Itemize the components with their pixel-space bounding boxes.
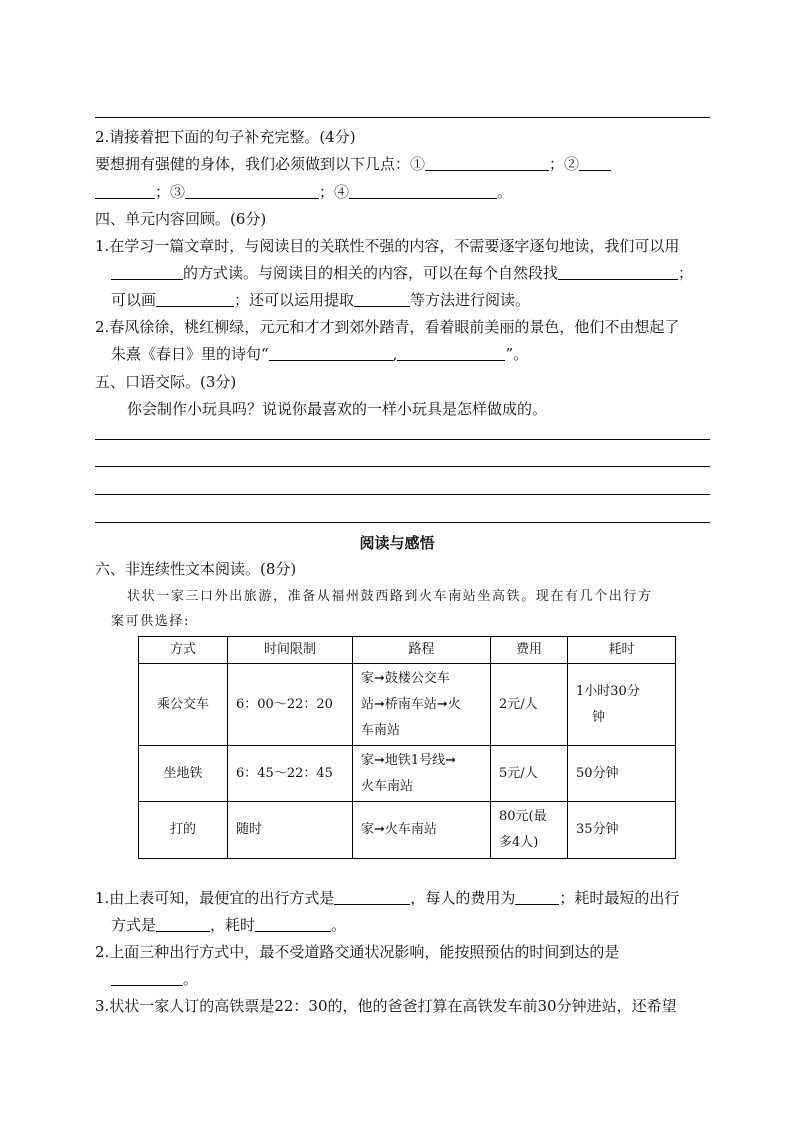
table-row <box>139 746 676 802</box>
section-4-item-1-line-1: 1.在学习一篇文章时，与阅读目的关联性不强的内容，不需要逐字逐句地读，我们可以用 <box>95 237 680 255</box>
blank-poem-1[interactable] <box>269 345 393 361</box>
section-4-item-1-line-3 <box>111 290 530 310</box>
q1-text-b: 方式是 <box>111 916 157 934</box>
cell-cost: 5元/人 <box>491 746 568 802</box>
cell-route <box>353 664 491 746</box>
answer-line[interactable] <box>95 439 710 440</box>
item-1-text-c3: 等方法进行阅读。 <box>410 291 531 309</box>
cell-duration: 35分钟 <box>568 802 676 859</box>
question-2-prompt: 要想拥有强健的身体，我们必须做到以下几点：① <box>95 155 426 173</box>
blank-read-method[interactable] <box>111 264 183 280</box>
blank-cheapest[interactable] <box>334 889 410 905</box>
q1-text-b2: ，耗时 <box>210 916 256 934</box>
cell-route: 家➞火车南站 <box>353 802 491 859</box>
blank-find[interactable] <box>558 264 678 280</box>
route-line: 车南站 <box>361 722 401 738</box>
blank-cost[interactable] <box>515 889 559 905</box>
section-4-item-2-line-2 <box>111 344 528 364</box>
question-3-line-1: 3.状状一家人订的高铁票是22：30的，他的爸爸打算在高铁发车前30分钟进站，还希望 <box>95 997 677 1015</box>
section-5-title: 五、口语交际。(3分) <box>95 373 237 391</box>
blank-2b[interactable] <box>95 183 155 199</box>
cell-mode: 乘公交车 <box>139 664 228 746</box>
cell-time: 6：00～22：20 <box>228 664 353 746</box>
reading-intro-line-2: 案可供选择: <box>111 614 190 629</box>
blank-draw[interactable] <box>156 291 234 307</box>
marker-3: ；③ <box>155 183 186 201</box>
cell-mode: 坐地铁 <box>139 746 228 802</box>
blank-reliable[interactable] <box>111 970 183 986</box>
header-cost: 费用 <box>491 637 568 664</box>
cost-line: 多4人) <box>499 835 539 850</box>
cell-time: 6：45～22：45 <box>228 746 353 802</box>
q1-text-a2: ，每人的费用为 <box>410 889 516 907</box>
table-row <box>139 802 676 859</box>
section-4-item-1-line-2 <box>111 263 693 283</box>
question-1-line-1 <box>95 888 679 908</box>
header-route: 路程 <box>353 637 491 664</box>
reading-intro-line-1: 状状一家三口外出旅游，准备从福州鼓西路到火车南站坐高铁。现在有几个出行方 <box>127 589 653 604</box>
duration-line: 钟 <box>592 709 606 725</box>
header-time: 时间限制 <box>228 637 353 664</box>
reading-heading: 阅读与感悟 <box>359 534 435 552</box>
cell-cost <box>491 802 568 859</box>
blank-4[interactable] <box>349 183 497 199</box>
section-4-item-2-line-1: 2.春风徐徐，桃红柳绿，元元和才才到郊外踏青，看着眼前美丽的景色，他们不由想起了 <box>95 318 680 336</box>
question-1-line-2 <box>111 915 346 935</box>
blank-1[interactable] <box>425 155 549 171</box>
route-line: 家➞鼓楼公交车 <box>361 670 450 686</box>
table-row <box>139 664 676 746</box>
q1-text-b3: 。 <box>331 916 347 934</box>
section-4-title: 四、单元内容回顾。(6分) <box>95 210 267 228</box>
item-2-end: ”。 <box>505 345 529 363</box>
item-2-comma: , <box>392 345 398 363</box>
blank-poem-2[interactable] <box>397 345 505 361</box>
item-1-text-c: 可以画 <box>111 291 157 309</box>
cell-route <box>353 746 491 802</box>
cell-mode: 打的 <box>139 802 228 859</box>
item-1-text-c2: ；还可以运用提取 <box>234 291 355 309</box>
q1-text-a3: ；耗时最短的出行 <box>559 889 680 907</box>
section-5-prompt: 你会制作小玩具吗？说说你最喜欢的一样小玩具是怎样做成的。 <box>127 400 548 418</box>
item-1-semicolon: ； <box>678 264 694 282</box>
cell-duration: 50分钟 <box>568 746 676 802</box>
blank-fastest[interactable] <box>156 916 210 932</box>
cell-time: 随时 <box>228 802 353 859</box>
item-2-text: 朱熹《春日》里的诗句“ <box>111 345 269 363</box>
table-header-row <box>139 637 676 664</box>
header-duration: 耗时 <box>568 637 676 664</box>
blank-2a[interactable] <box>579 155 611 171</box>
q1-text-a: 1.由上表可知，最便宜的出行方式是 <box>95 889 335 907</box>
travel-options-table <box>138 636 676 859</box>
route-line: 站➞桥南车站➞火 <box>361 696 461 712</box>
duration-line: 1小时30分 <box>576 683 640 699</box>
marker-2: ；② <box>549 155 580 173</box>
cost-line: 80元(最 <box>499 809 547 824</box>
answer-line[interactable] <box>95 522 710 523</box>
answer-line <box>95 117 710 118</box>
header-mode: 方式 <box>139 637 228 664</box>
q2-end: 。 <box>497 183 513 201</box>
blank-extract[interactable] <box>354 291 410 307</box>
item-1-text-b: 的方式读。与阅读目的相关的内容，可以在每个自然段找 <box>183 264 559 282</box>
cell-duration <box>568 664 676 746</box>
route-line: 火车南站 <box>361 778 414 794</box>
question-2-line-1 <box>95 154 611 174</box>
question-2-title: 2.请接着把下面的句子补充完整。(4分) <box>95 128 356 146</box>
section-6-title: 六、非连续性文本阅读。(8分) <box>95 560 297 578</box>
question-2-line-2 <box>95 182 512 202</box>
route-line: 家➞地铁1号线➞ <box>361 752 457 768</box>
blank-3[interactable] <box>185 183 319 199</box>
question-2b-line-2 <box>111 969 198 989</box>
marker-4: ；④ <box>319 183 350 201</box>
blank-duration[interactable] <box>255 916 331 932</box>
cell-cost: 2元/人 <box>491 664 568 746</box>
question-2b-line-1: 2.上面三种出行方式中，最不受道路交通状况影响，能按照预估的时间到达的是 <box>95 943 620 961</box>
answer-line[interactable] <box>95 466 710 467</box>
answer-line[interactable] <box>95 494 710 495</box>
q2b-end: 。 <box>183 970 199 988</box>
